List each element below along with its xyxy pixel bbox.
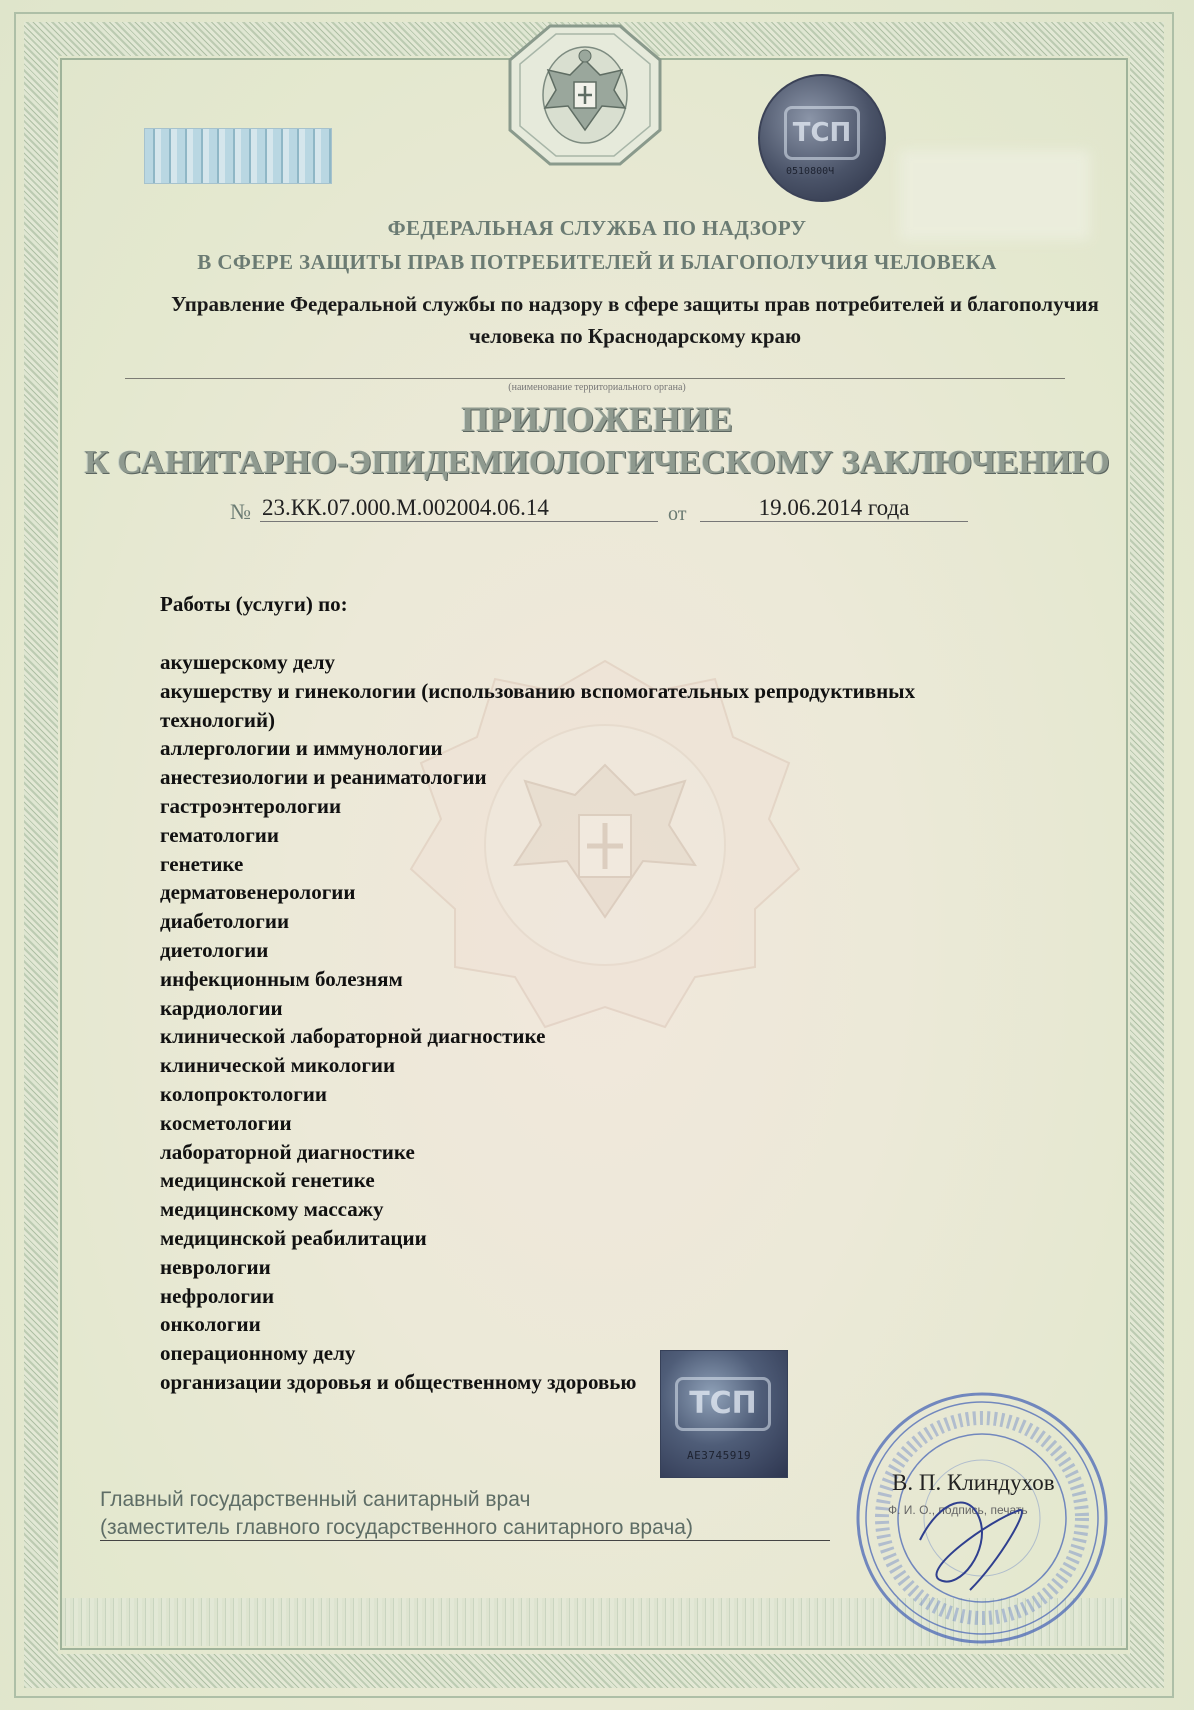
list-item: клинической лабораторной диагностике <box>160 1024 546 1049</box>
position-title: Главный государственный санитарный врач <box>100 1488 531 1511</box>
department-caption: (наименование территориального органа) <box>508 382 686 393</box>
department-name: Управление Федеральной службы по надзору в сфере защиты прав потребителей и благополучия человека по Краснодарскому краю <box>171 292 1099 348</box>
list-item: гастроэнтерологии <box>160 793 342 818</box>
list-item: инфекционным болезням <box>160 966 403 991</box>
list-item: аллергологии и иммунологии <box>160 736 443 761</box>
list-item: клинической микологии <box>160 1053 396 1078</box>
position-subtitle: (заместитель главного государственного санитарного врача) <box>100 1516 830 1541</box>
hologram-seal-top <box>758 74 886 202</box>
list-item: онкологии <box>160 1312 261 1337</box>
list-item: диетологии <box>160 937 269 962</box>
signer-caption: Ф. И. О., подпись, печать <box>888 1503 1028 1517</box>
document-number: 23.КК.07.000.М.002004.06.14 <box>260 495 658 522</box>
from-label: от <box>668 503 687 525</box>
hologram-top-mark: ТСП <box>784 106 860 160</box>
list-item: гематологии <box>160 822 279 847</box>
divider <box>125 378 1065 379</box>
signer-name: В. П. Клиндухов <box>892 1470 1055 1495</box>
list-item: операционному делу <box>160 1341 356 1366</box>
number-sign: № <box>230 499 251 524</box>
list-item: косметологии <box>160 1110 292 1135</box>
list-item: лабораторной диагностике <box>160 1139 415 1164</box>
list-item: акушерству и гинекологии (использованию вспомогательных репродуктивных <box>160 678 916 703</box>
list-item: неврологии <box>160 1254 271 1279</box>
list-item: дерматовенерологии <box>160 880 356 905</box>
document-number-line <box>230 495 970 531</box>
list-item: технологий) <box>160 707 276 732</box>
agency-title-line2: В СФЕРЕ ЗАЩИТЫ ПРАВ ПОТРЕБИТЕЛЕЙ И БЛАГОПОЛУЧИЯ ЧЕЛОВЕКА <box>197 250 997 274</box>
list-item: медицинской генетике <box>160 1168 375 1193</box>
list-item: медицинской реабилитации <box>160 1225 427 1250</box>
list-item: нефрологии <box>160 1283 275 1308</box>
list-item: акушерскому делу <box>160 650 336 674</box>
hologram-bottom-code: AE3745919 <box>687 1449 752 1462</box>
hologram-strip <box>144 128 332 184</box>
document-date: 19.06.2014 года <box>700 495 968 522</box>
list-item: медицинскому массажу <box>160 1197 384 1222</box>
works-list <box>160 648 1080 1397</box>
list-item: анестезиологии и реаниматологии <box>160 765 487 790</box>
agency-title-line1: ФЕДЕРАЛЬНАЯ СЛУЖБА ПО НАДЗОРУ <box>387 216 807 240</box>
hologram-bottom-mark: ТСП <box>675 1377 771 1431</box>
list-item: диабетологии <box>160 909 290 934</box>
emblem-icon <box>490 20 680 170</box>
document-title: ПРИЛОЖЕНИЕ <box>461 399 733 439</box>
works-heading: Работы (услуги) по: <box>160 592 348 616</box>
handwritten-signature-icon <box>900 1480 1050 1600</box>
list-item: кардиологии <box>160 995 283 1020</box>
list-item: колопроктологии <box>160 1081 327 1106</box>
list-item: организации здоровья и общественному здоровью <box>160 1369 637 1394</box>
hologram-top-code: 0510800Ч <box>786 166 835 177</box>
list-item: генетике <box>160 851 244 876</box>
hologram-sticker <box>660 1350 788 1478</box>
document-subtitle: К САНИТАРНО-ЭПИДЕМИОЛОГИЧЕСКОМУ ЗАКЛЮЧЕНИЮ <box>84 444 1110 481</box>
